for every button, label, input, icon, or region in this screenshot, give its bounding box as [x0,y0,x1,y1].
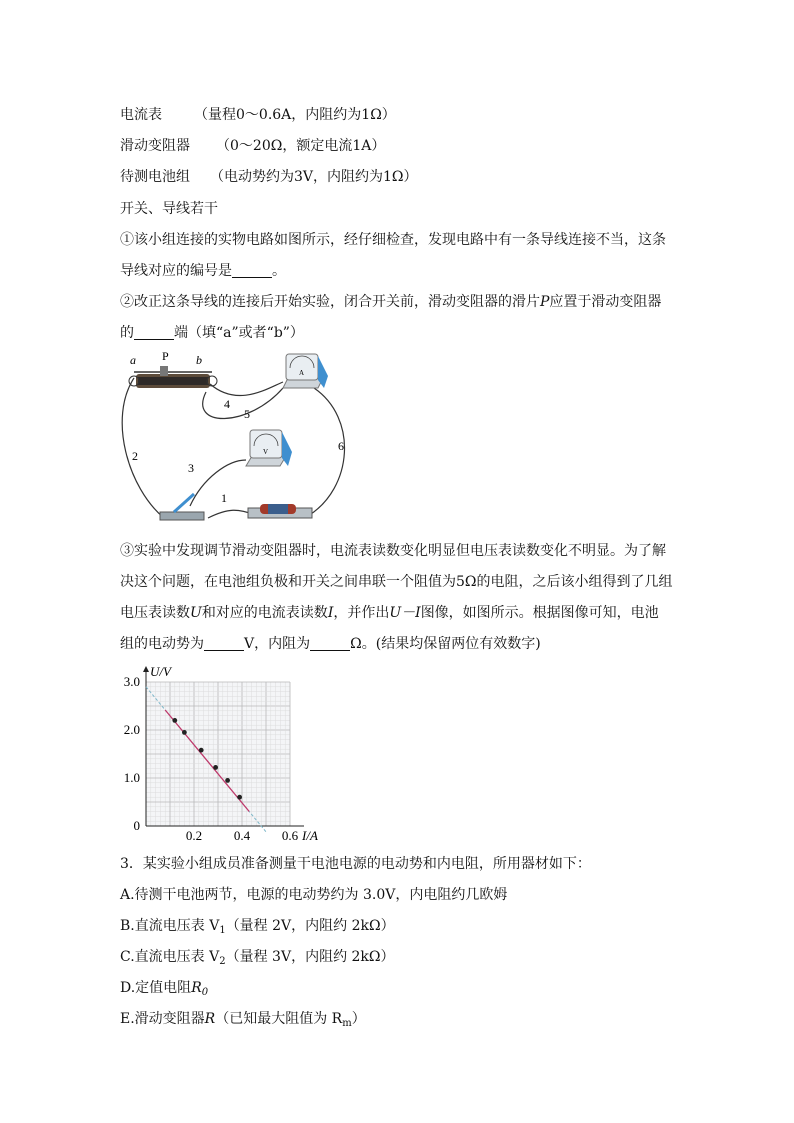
q3-line-3 [120,602,659,622]
data-point [182,730,187,735]
data-point [237,795,242,800]
ammeter-drawing [283,354,328,388]
p3-d-var: R [191,980,202,996]
ammeter-name: 电流表 [120,107,162,123]
q3-t7: Ω。(结果均保留两位有效数字) [350,636,541,652]
p3-option-e [120,1008,366,1029]
q2-line-2 [120,322,304,342]
p3-e-var: R [204,1011,216,1027]
rheostat-name: 滑动变阻器 [120,138,190,154]
p3-option-c [120,946,395,967]
p3-b-post: （量程 2V，内阻约 2kΩ） [225,918,395,934]
equipment-rheostat [120,135,385,155]
q3-t6: V，内阻为 [244,636,311,652]
y-tick-label: 2.0 [123,722,140,737]
rheostat-drawing [129,349,217,388]
q2-line-1 [120,291,661,311]
wire-label-2: 2 [132,449,138,463]
x-tick-label: 0.2 [185,828,203,843]
p3-option-b [120,915,395,936]
p3-b-pre: B.直流电压表 V [120,918,220,934]
equipment-ammeter [120,104,396,124]
wire-4-path [210,382,283,396]
p3-c-sub: 2 [219,956,226,967]
q3-t3: ，并作出 [333,605,390,621]
p3-e-mid: （已知最大阻值为 R [215,1011,343,1027]
q3-var-u: U [190,605,202,621]
rheostat-spec: （0～20Ω，额定电流1A） [216,138,386,154]
data-point [213,765,218,770]
q2-answer-blank[interactable] [134,325,174,340]
battery-drawing [248,504,312,518]
p3-d-sub: 0 [201,987,209,998]
data-point [225,778,230,783]
p3-d-pre: D.定值电阻 [120,980,192,996]
x-tick-label: 0.6 [281,828,299,843]
wire-label-3: 3 [188,461,194,475]
q3-var-ui: U－I [389,605,421,621]
q3-line-4 [120,633,541,653]
wire-label-1: 1 [221,491,227,505]
wire-5-path [203,388,283,419]
q3-t5: 组的电动势为 [120,636,204,652]
p3-b-sub: 1 [219,925,226,936]
wire-label-5: 5 [244,407,250,421]
x-tick-label: 0.4 [233,828,251,843]
ammeter-label: A [299,369,305,377]
wire-label-6: 6 [338,439,344,453]
data-point [199,748,204,753]
q3-t1: 电压表读数 [120,605,190,621]
data-point [172,718,177,723]
battery-name: 待测电池组 [120,169,190,185]
q3-t4: 图像，如图所示。根据图像可知，电池 [420,605,659,621]
y-tick-label: 1.0 [123,770,140,785]
p3-e-post: ） [351,1011,366,1027]
q1-line-2 [120,260,286,280]
y-tick-label: 3.0 [123,674,140,689]
q1-answer-blank[interactable] [232,263,272,278]
u-i-chart [110,656,350,846]
q3-line-1: ③实验中发现调节滑动变阻器时，电流表读数变化明显但电压表读数变化不明显。为了解 [120,543,666,559]
wire-3-path [190,460,246,506]
p3-option-d [120,977,208,998]
y-tick-label: 0 [133,818,140,833]
voltmeter-drawing [246,430,292,466]
q3-emf-blank[interactable] [204,636,244,651]
p3-e-sub: m [342,1018,352,1029]
ammeter-spec: （量程0～0.6A，内阻约为1Ω） [194,107,396,123]
y-axis-label: U/V [150,664,171,679]
q3-line-2: 决这个问题，在电池组负极和开关之间串联一个阻值为5Ω的电阻，之后该小组得到了几组 [120,574,673,590]
q2-text-tail: 端（填“a”或者“b”） [174,325,304,341]
rheostat-label-p: P [162,349,169,363]
p3-e-pre: E.滑动变阻器 [120,1011,205,1027]
q1-text: 导线对应的编号是 [120,263,232,279]
p3-c-post: （量程 3V，内阻约 2kΩ） [225,949,395,965]
rheostat-label-b: b [196,353,202,367]
q3-resistance-blank[interactable] [310,636,350,651]
p3-c-pre: C.直流电压表 V [120,949,220,965]
circuit-diagram [118,348,358,528]
q2-text: ②改正这条导线的连接后开始实验，闭合开关前，滑动变阻器的滑片 [120,294,540,310]
p3-option-a: A.待测干电池两节，电源的电动势约为 3.0V，内电阻约几欧姆 [120,887,508,903]
rheostat-label-a: a [130,353,136,367]
p3-intro: 3．某实验小组成员准备测量干电池电源的电动势和内电阻，所用器材如下： [120,856,591,872]
battery-spec: （电动势约为3V，内阻约为1Ω） [210,169,418,185]
q1-line-1: ①该小组连接的实物电路如图所示，经仔细检查，发现电路中有一条导线连接不当，这条 [120,232,666,248]
equipment-battery [120,166,418,186]
q3-var-i: I [327,605,334,621]
q2-text-end: 应置于滑动变阻器 [549,294,662,310]
q2-text-start: 的 [120,325,134,341]
y-axis-arrow [143,666,149,672]
q2-var-p: P [540,294,550,310]
q3-t2: 和对应的电流表读数 [201,605,328,621]
switch-drawing [160,494,204,520]
q1-text-end: 。 [272,263,286,279]
voltmeter-label: V [263,448,269,456]
wire-label-4: 4 [224,397,230,411]
wire-2-path [122,378,164,518]
equipment-misc: 开关、导线若干 [120,201,218,217]
x-axis-label: I/A [302,828,318,843]
